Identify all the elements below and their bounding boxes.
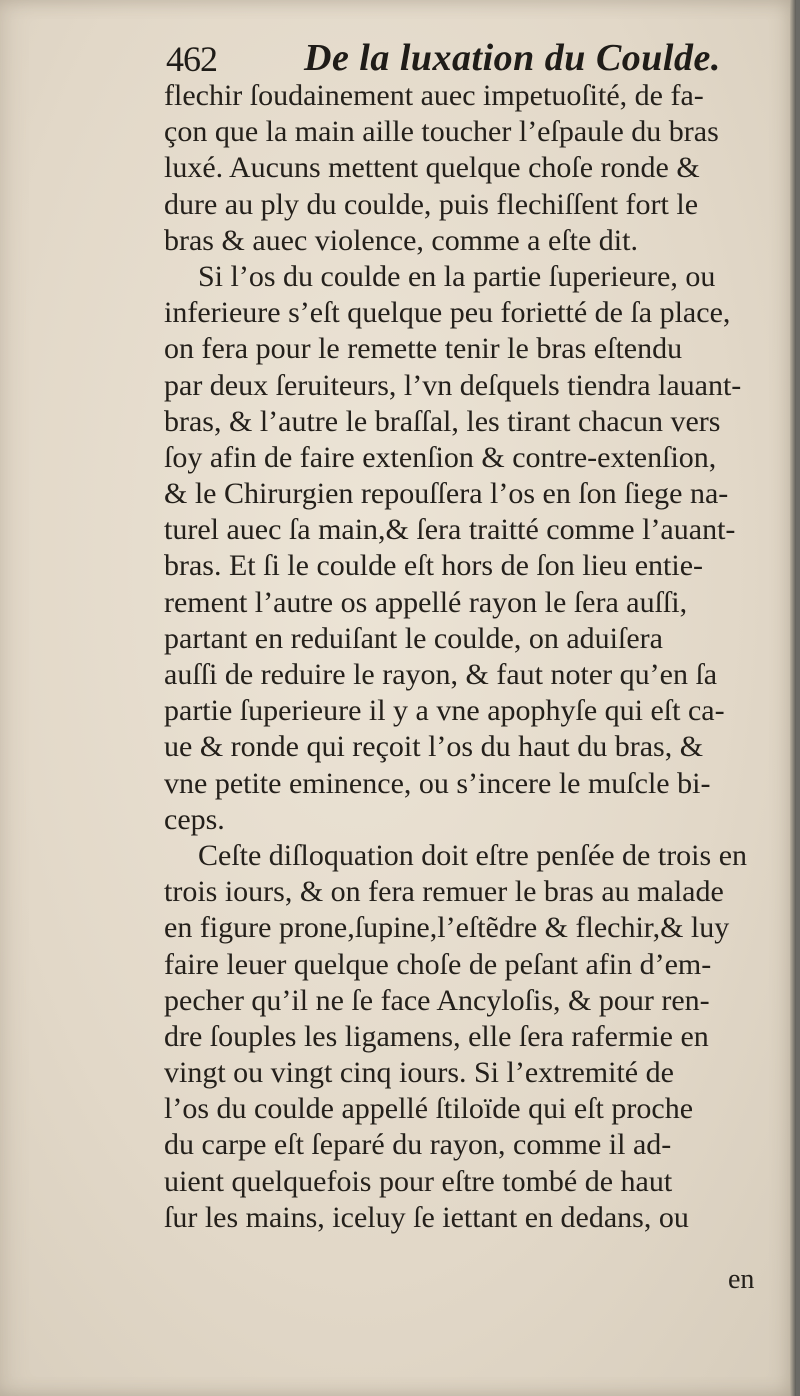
text-line: rement l’autre os appellé rayon le ſera auſſi,: [164, 585, 688, 619]
text-line: l’os du coulde appellé ſtiloïde qui eſt proche: [164, 1092, 694, 1126]
text-line: ſur les mains, iceluy ſe iettant en dedans, ou: [164, 1200, 689, 1234]
text-line: faire leuer quelque choſe de peſant afin d’em-: [164, 947, 712, 981]
text-line: bras & auec violence, comme a eſte dit.: [164, 223, 638, 257]
text-line: partie ſuperieure il y a vne apophyſe qui eſt ca-: [164, 694, 725, 728]
text-line: flechir ſoudainement auec impetuoſité, de fa-: [164, 79, 704, 112]
text-line: bras. Et ſi le coulde eſt hors de ſon lieu entie-: [164, 549, 704, 583]
text-line: auſſi de reduire le rayon, & faut noter qu’en ſa: [164, 658, 718, 691]
catchword: en: [728, 1264, 755, 1295]
text-line: Ceſte diſloquation doit eſtre penſée de trois en: [198, 838, 748, 872]
text-line: en figure prone,ſupine,l’eſtẽdre & flechir,& luy: [164, 911, 730, 945]
page-number: 462: [166, 39, 217, 79]
text-line: inferieure s’eſt quelque peu forietté de ſa place,: [164, 296, 731, 330]
text-line: Si l’os du coulde en la partie ſuperieure, ou: [198, 259, 716, 293]
text-line: partant en reduiſant le coulde, on aduiſera: [164, 621, 663, 655]
text-line: vne petite eminence, ou s’incere le muſcle bi-: [164, 766, 711, 800]
text-line: turel auec ſa main,& ſera traitté comme l’auant-: [164, 513, 736, 547]
body-text: [164, 78, 764, 1236]
text-line: pecher qu’il ne ſe face Ancyloſis, & pour ren-: [164, 983, 710, 1017]
text-line: par deux ſeruiteurs, l’vn deſquels tiendra lauant-: [164, 368, 742, 402]
text-line: & le Chirurgien repouſſera l’os en ſon ſiege na-: [164, 477, 729, 511]
text-line: luxé. Aucuns mettent quelque choſe ronde &: [164, 151, 700, 185]
running-title: De la luxation du Coulde.: [304, 37, 721, 79]
text-line: vingt ou vingt cinq iours. Si l’extremité de: [164, 1056, 674, 1090]
text-line: du carpe eſt ſeparé du rayon, comme il ad-: [164, 1128, 672, 1162]
text-line: trois iours, & on fera remuer le bras au malade: [164, 875, 724, 909]
text-line: on fera pour le remette tenir le bras eſtendu: [164, 332, 683, 366]
page-header: [166, 36, 756, 82]
text-line: çon que la main aille toucher l’eſpaule du bras: [164, 115, 719, 149]
text-line: uient quelquefois pour eſtre tombé de haut: [164, 1164, 673, 1198]
text-line: dre ſouples les ligamens, elle ſera rafermie en: [164, 1019, 709, 1053]
page-edge: [790, 0, 796, 1396]
text-line: ſoy afin de faire extenſion & contre-extenſion,: [164, 440, 717, 474]
text-line: ue & ronde qui reçoit l’os du haut du bras, &: [164, 730, 704, 764]
text-line: dure au ply du coulde, puis flechiſſent fort le: [164, 187, 699, 221]
text-line: bras, & l’autre le braſſal, les tirant chacun vers: [164, 404, 721, 438]
text-line: ceps.: [164, 802, 225, 836]
